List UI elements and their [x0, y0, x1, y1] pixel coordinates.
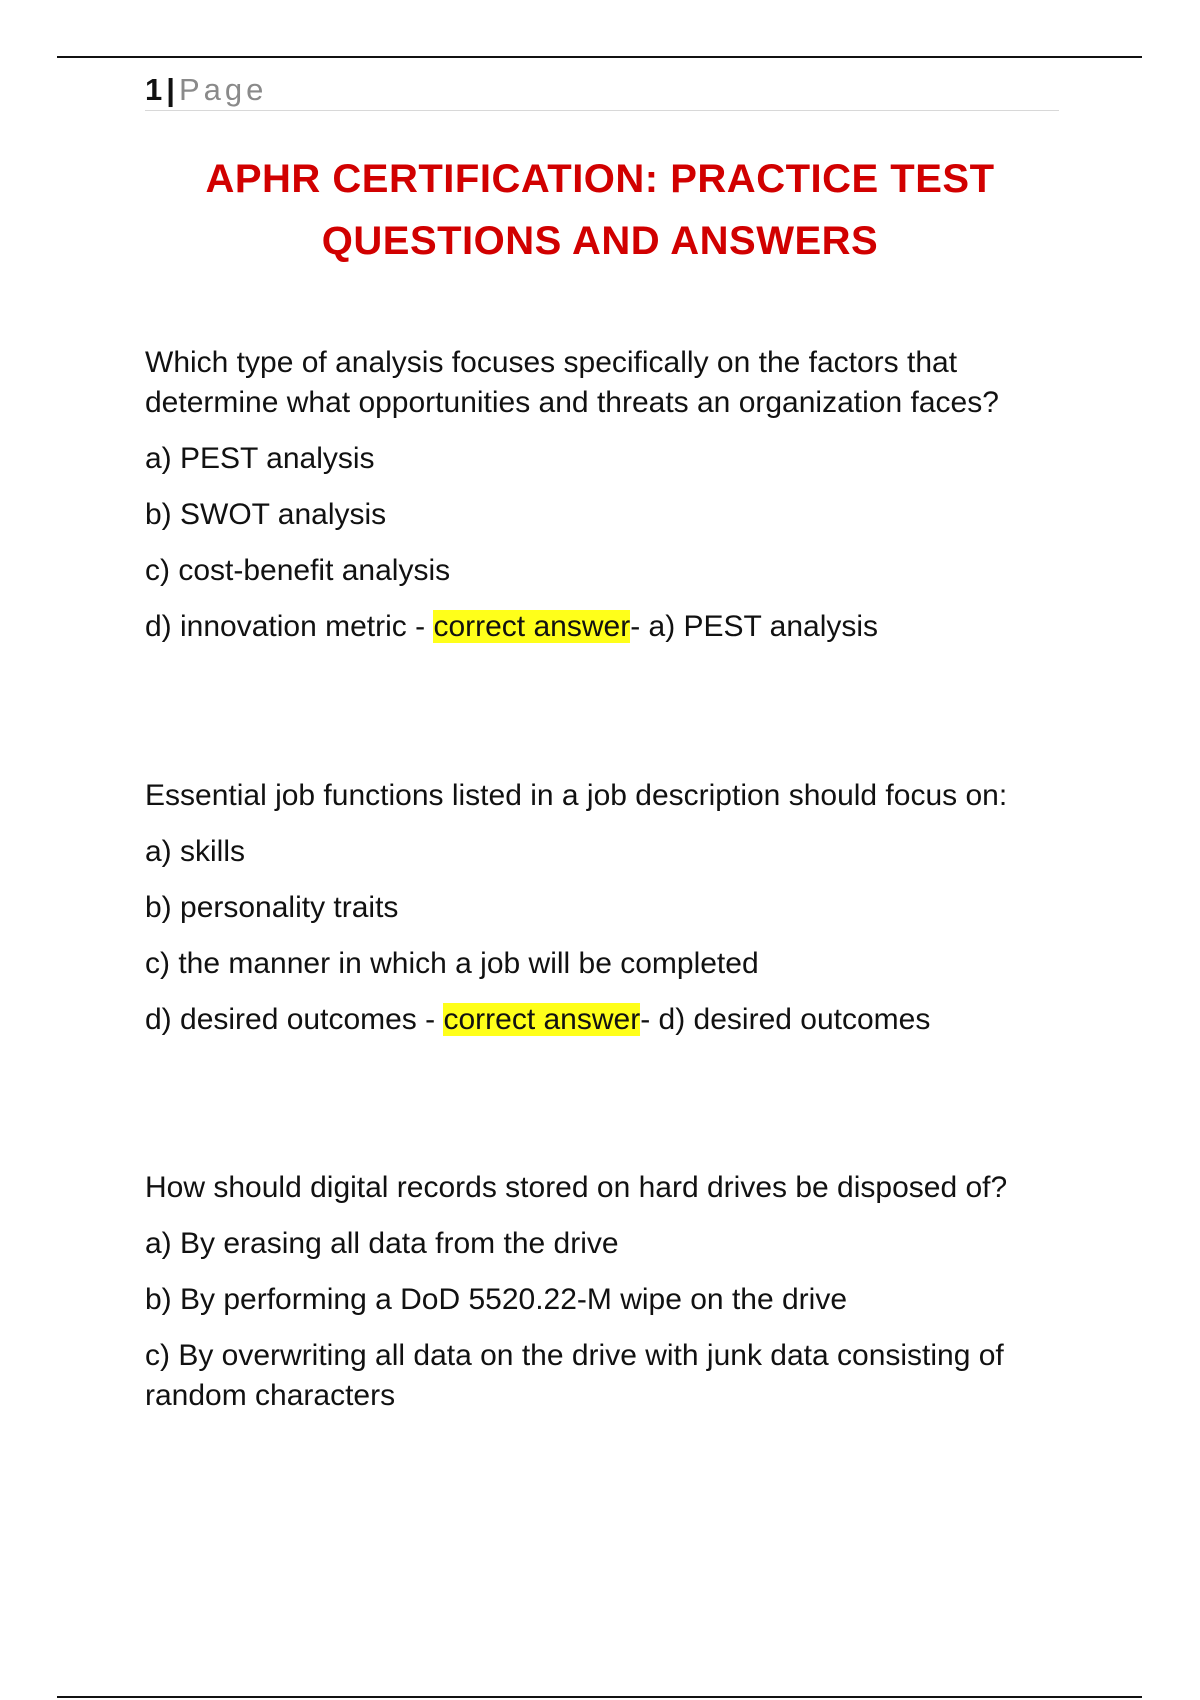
correct-answer-highlight: correct answer — [433, 610, 631, 643]
question-list — [145, 343, 1070, 1432]
correct-answer-highlight: correct answer — [443, 1003, 641, 1036]
option-d-text: d) desired outcomes - — [145, 1003, 444, 1036]
option-c: c) By overwriting all data on the drive with junk data consisting of random characters — [145, 1339, 1004, 1412]
page-separator: | — [166, 72, 175, 107]
question-text: How should digital records stored on hard drives be disposed of? — [145, 1171, 1008, 1204]
question-block — [145, 1168, 1070, 1416]
document-title — [100, 148, 1100, 272]
page-number: 1 — [145, 72, 163, 107]
question-text: Essential job functions listed in a job description should focus on: — [145, 779, 1008, 812]
option-d-with-answer — [145, 1000, 1070, 1040]
option-b: b) By performing a DoD 5520.22-M wipe on the drive — [145, 1283, 848, 1316]
option-b: b) personality traits — [145, 891, 399, 924]
option-b: b) SWOT analysis — [145, 498, 387, 531]
option-d-text: d) innovation metric - — [145, 610, 434, 643]
question-text: Which type of analysis focuses specifically on the factors that determine what opportunities and threats an organization faces? — [145, 346, 999, 419]
title-line-2: QUESTIONS AND ANSWERS — [321, 219, 879, 263]
top-rule — [57, 56, 1142, 58]
page-header — [145, 70, 1059, 111]
option-d-with-answer — [145, 607, 1070, 647]
option-a: a) skills — [145, 835, 246, 868]
answer-text: - a) PEST analysis — [630, 610, 879, 643]
option-a: a) PEST analysis — [145, 442, 375, 475]
option-c: c) cost-benefit analysis — [145, 554, 451, 587]
answer-text: - d) desired outcomes — [640, 1003, 931, 1036]
option-c: c) the manner in which a job will be completed — [145, 947, 759, 980]
question-block — [145, 776, 1070, 1040]
bottom-rule — [57, 1696, 1142, 1698]
page-label: Page — [178, 72, 268, 107]
question-block — [145, 343, 1070, 647]
option-a: a) By erasing all data from the drive — [145, 1227, 619, 1260]
title-line-1: APHR CERTIFICATION: PRACTICE TEST — [205, 157, 995, 201]
